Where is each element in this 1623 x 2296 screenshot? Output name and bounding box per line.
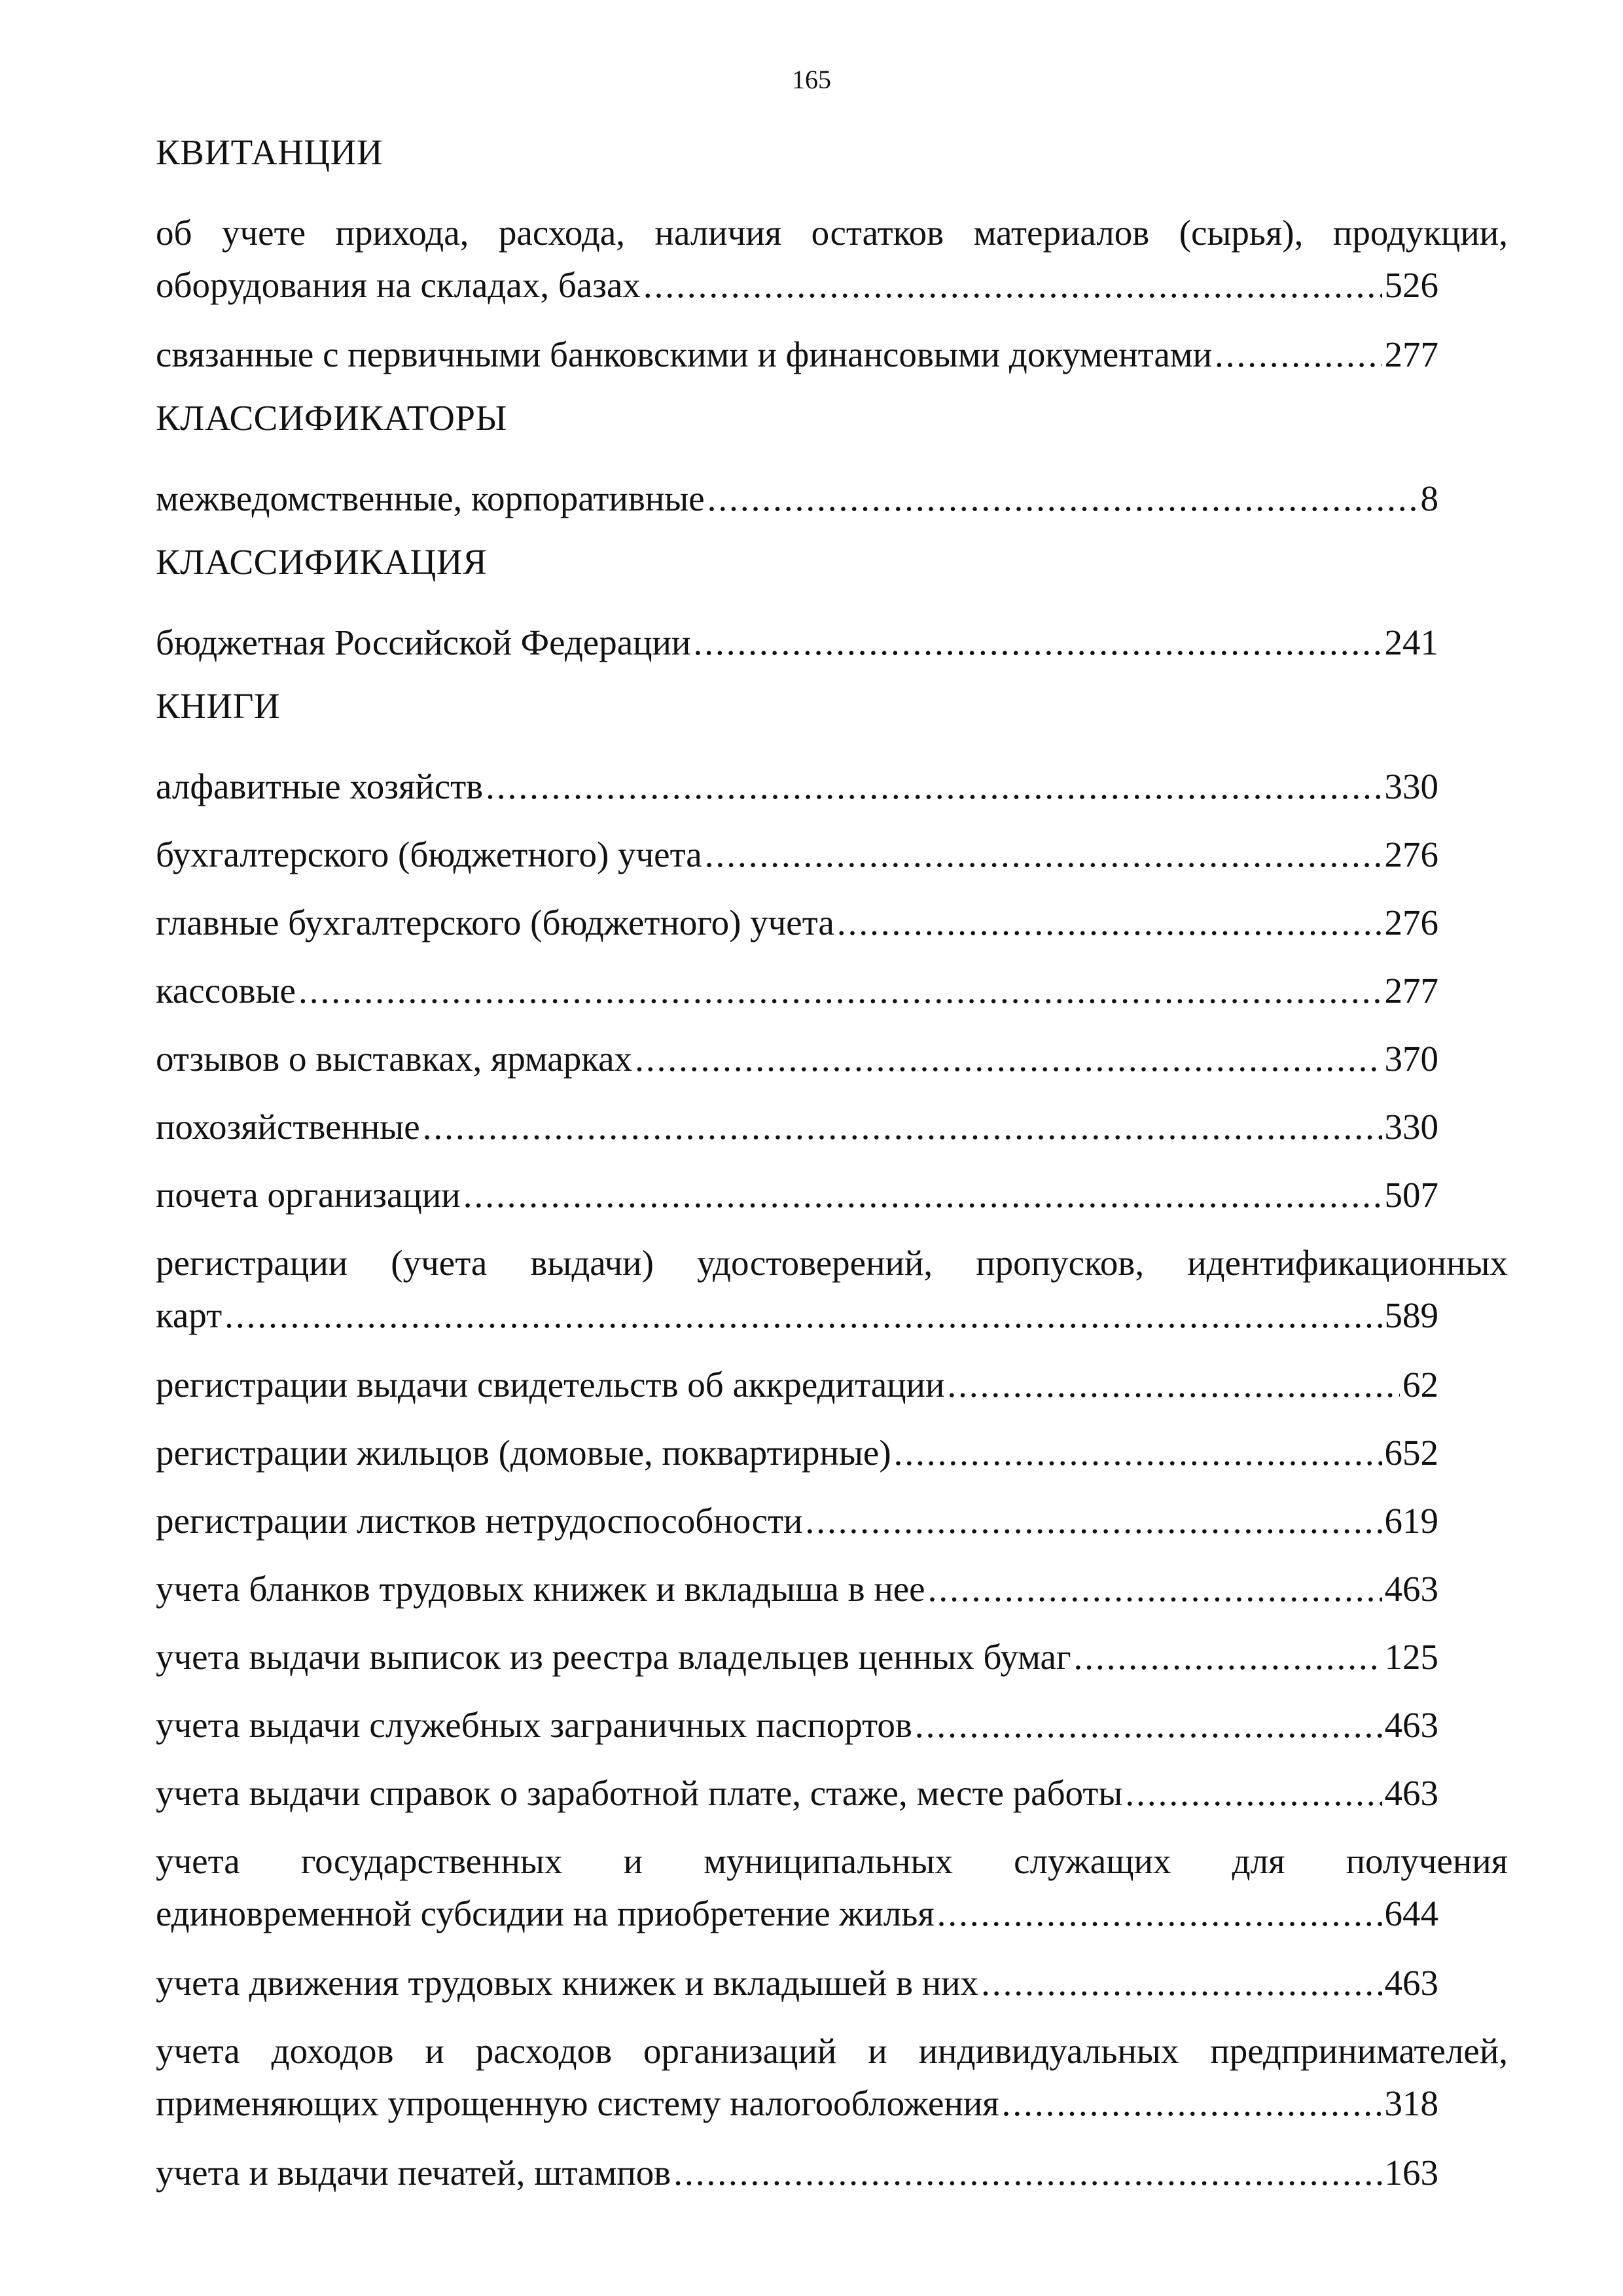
section-heading-kvitantsii: КВИТАНЦИИ: [156, 132, 383, 172]
entry-text: регистрации листков нетрудоспособности: [156, 1501, 803, 1541]
entry-page-number: 276: [1384, 903, 1438, 942]
index-entry: [156, 1237, 1508, 1342]
entry-text: оборудования на складах, базах: [156, 265, 641, 305]
entry-text: алфавитные хозяйств: [156, 766, 484, 806]
entry-text: бухгалтерского (бюджетного) учета: [156, 834, 702, 874]
dot-leader: [894, 1427, 1382, 1479]
entry-page-number: 652: [1384, 1433, 1438, 1473]
entry-text-line1: регистрации (учета выдачи) удостоверений, пропусков, идентификационных: [156, 1243, 1508, 1283]
entry-text: учета выдачи справок о заработной плате, стаже, месте работы: [156, 1773, 1123, 1813]
entry-page-number: 163: [1384, 2153, 1438, 2193]
entry-text-line1: учета доходов и расходов организаций и индивидуальных предпринимателей,: [156, 2031, 1508, 2071]
entry-page-number: 330: [1384, 1107, 1438, 1147]
dot-leader: [1002, 2077, 1382, 2130]
index-entry: [156, 1835, 1508, 1940]
dot-leader: [915, 1699, 1382, 1751]
index-entry: [156, 1033, 1508, 1085]
section-heading-knigi: КНИГИ: [156, 686, 281, 726]
entry-page-number: 619: [1384, 1501, 1438, 1541]
index-entry: [156, 2025, 1508, 2130]
entry-text: учета выдачи выписок из реестра владельцев ценных бумаг: [156, 1637, 1071, 1677]
entry-text-line1: учета государственных и муниципальных служащих для получения: [156, 1841, 1508, 1881]
entry-text: отзывов о выставках, ярмарках: [156, 1039, 633, 1079]
entry-text: кассовые: [156, 971, 296, 1011]
dot-leader: [837, 897, 1382, 949]
dot-leader: [486, 761, 1382, 813]
index-entry: [156, 1101, 1508, 1153]
dot-leader: [224, 1289, 1382, 1342]
dot-leader: [423, 1101, 1382, 1153]
entry-page-number: 330: [1384, 766, 1438, 806]
entry-page-number: 463: [1384, 1705, 1438, 1745]
index-entry: [156, 473, 1508, 525]
entry-text: применяющих упрощенную систему налогообложения: [156, 2083, 999, 2123]
index-entry: [156, 329, 1508, 381]
dot-leader: [1125, 1767, 1382, 1820]
dot-leader: [1215, 329, 1382, 381]
index-entry: [156, 965, 1508, 1017]
dot-leader: [981, 1957, 1382, 2009]
entry-text-line1: об учете прихода, расхода, наличия остатков материалов (сырья), продукции,: [156, 213, 1508, 253]
index-entry: [156, 1169, 1508, 1221]
entry-text: единовременной субсидии на приобретение жилья: [156, 1893, 935, 1933]
index-entry: [156, 1563, 1508, 1615]
dot-leader: [693, 617, 1382, 669]
entry-page-number: 62: [1402, 1365, 1438, 1405]
entry-page-number: 463: [1384, 1963, 1438, 2003]
dot-leader: [928, 1563, 1382, 1615]
entry-text: учета движения трудовых книжек и вкладышей в них: [156, 1963, 979, 2003]
dot-leader: [298, 965, 1382, 1017]
entry-text: связанные с первичными банковскими и финансовыми документами: [156, 334, 1213, 374]
dot-leader: [705, 829, 1382, 881]
dot-leader: [463, 1169, 1382, 1221]
dot-leader: [673, 2147, 1382, 2199]
section-heading-klassifikatory: КЛАССИФИКАТОРЫ: [156, 398, 507, 438]
dot-leader: [643, 259, 1382, 312]
entry-page-number: 241: [1384, 622, 1438, 662]
entry-page-number: 463: [1384, 1773, 1438, 1813]
dot-leader: [707, 473, 1418, 525]
index-entry: [156, 1957, 1508, 2009]
index-entry: [156, 1767, 1508, 1820]
index-entry: [156, 1631, 1508, 1683]
dot-leader: [937, 1888, 1382, 1940]
entry-page-number: 277: [1384, 334, 1438, 374]
entry-text: главные бухгалтерского (бюджетного) учета: [156, 903, 834, 942]
index-entry: [156, 1427, 1508, 1479]
entry-page-number: 644: [1384, 1893, 1438, 1933]
entry-text: регистрации жильцов (домовые, поквартирные): [156, 1433, 891, 1473]
entry-page-number: 589: [1384, 1295, 1438, 1335]
entry-page-number: 463: [1384, 1569, 1438, 1609]
entry-text: карт: [156, 1295, 223, 1335]
index-entry: [156, 1699, 1508, 1751]
index-entry: [156, 1359, 1508, 1411]
index-entry: [156, 2147, 1508, 2199]
entry-text: почета организации: [156, 1175, 461, 1215]
entry-text: похозяйственные: [156, 1107, 420, 1147]
page-number: 165: [792, 65, 831, 94]
entry-page-number: 526: [1384, 265, 1438, 305]
index-entry: [156, 761, 1508, 813]
entry-page-number: 370: [1384, 1039, 1438, 1079]
index-entry: [156, 617, 1508, 669]
dot-leader: [805, 1495, 1382, 1547]
entry-text: учета выдачи служебных заграничных паспортов: [156, 1705, 912, 1745]
entry-page-number: 8: [1420, 478, 1438, 518]
index-entry: [156, 1495, 1508, 1547]
dot-leader: [1074, 1631, 1382, 1683]
dot-leader: [635, 1033, 1382, 1085]
index-entry: [156, 897, 1508, 949]
index-content: [156, 131, 1508, 2215]
section-heading-klassifikatsiya: КЛАССИФИКАЦИЯ: [156, 542, 488, 582]
entry-text: учета и выдачи печатей, штампов: [156, 2153, 671, 2193]
entry-page-number: 507: [1384, 1175, 1438, 1215]
entry-page-number: 318: [1384, 2083, 1438, 2123]
index-entry: [156, 829, 1508, 881]
entry-text: межведомственные, корпоративные: [156, 478, 705, 518]
entry-page-number: 277: [1384, 971, 1438, 1011]
entry-text: бюджетная Российской Федерации: [156, 622, 691, 662]
index-entry: [156, 207, 1508, 312]
entry-page-number: 276: [1384, 834, 1438, 874]
entry-page-number: 125: [1384, 1637, 1438, 1677]
entry-text: регистрации выдачи свидетельств об аккредитации: [156, 1365, 945, 1405]
entry-text: учета бланков трудовых книжек и вкладыша в нее: [156, 1569, 925, 1609]
dot-leader: [947, 1359, 1400, 1411]
